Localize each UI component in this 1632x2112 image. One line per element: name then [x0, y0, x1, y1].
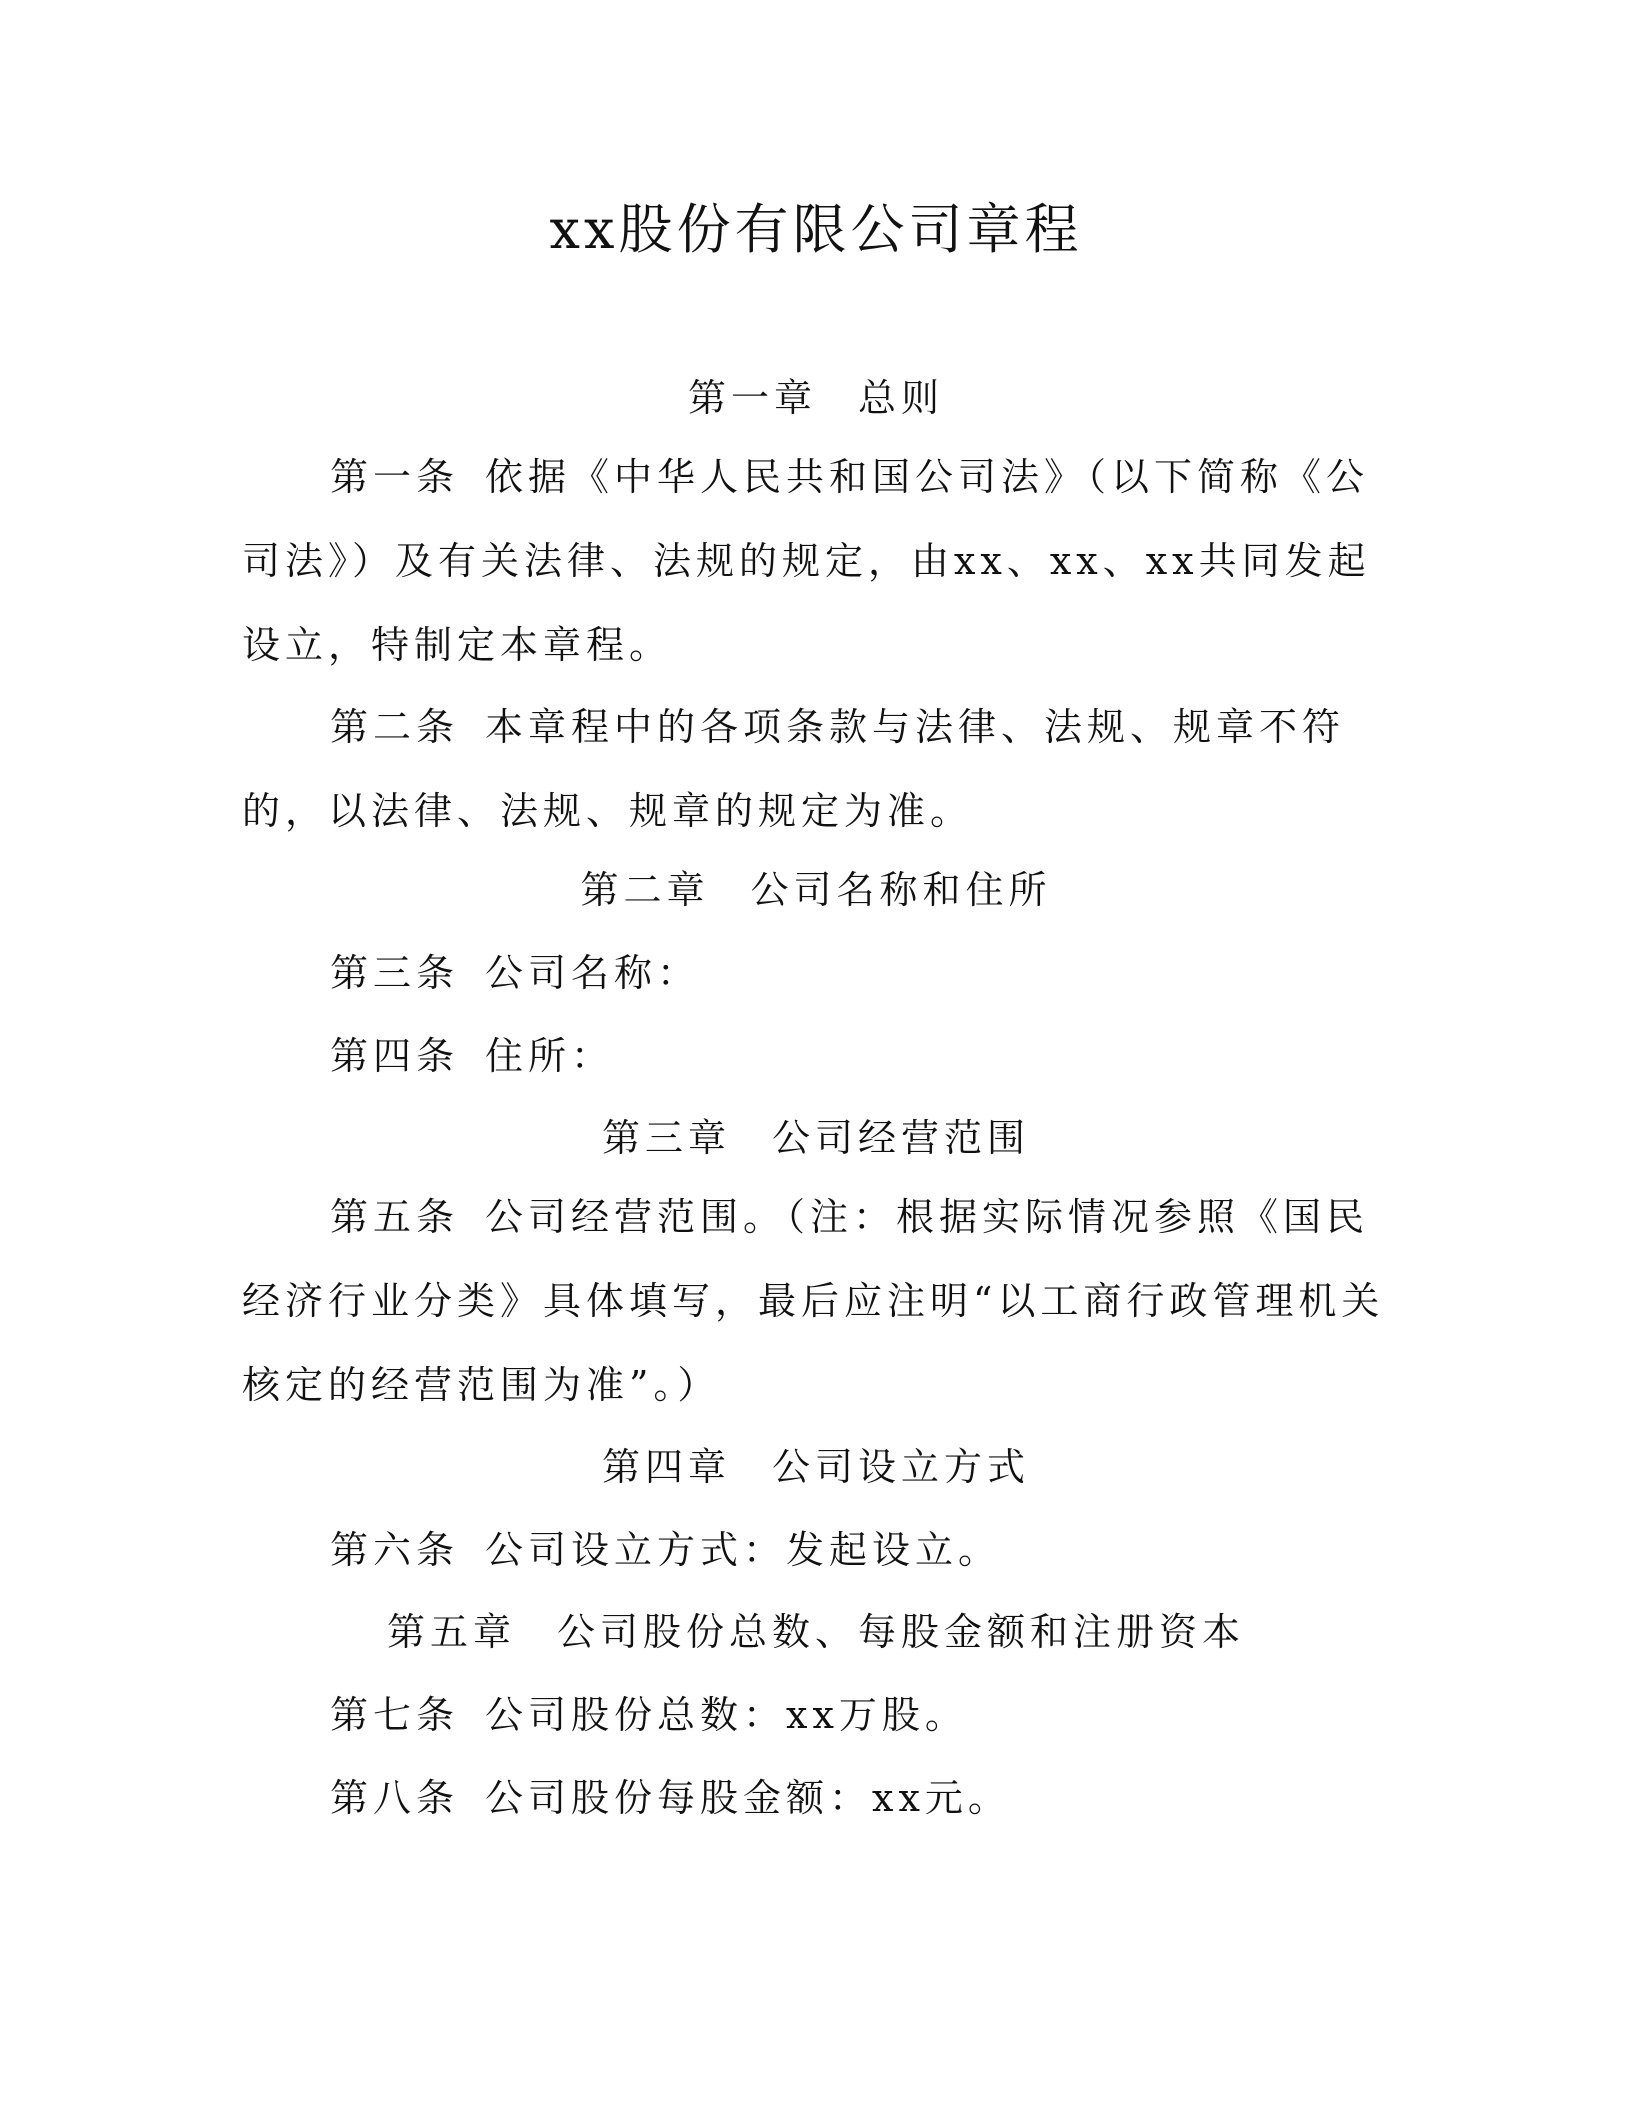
chapter-label: 第三章: [601, 1116, 731, 1160]
article-label: 第三条: [330, 951, 460, 995]
article-label: 第七条: [330, 1693, 460, 1737]
article: [242, 685, 1392, 853]
article-label: 第四条: [330, 1034, 460, 1078]
chapter-heading: [0, 1437, 1632, 1497]
article-text: 公司股份每股金额：xx元。: [485, 1776, 1011, 1820]
article-label: 第一条: [330, 455, 460, 499]
chapter-label: 第一章: [687, 376, 817, 420]
chapter-label: 第五章: [386, 1610, 516, 1654]
document-title: xx股份有限公司章程: [549, 198, 1083, 261]
article: [242, 435, 1392, 687]
article: [330, 1520, 1001, 1580]
article-text: 住所：: [485, 1034, 615, 1078]
chapter-label: 第四章: [601, 1445, 731, 1489]
chapter-heading: [0, 1108, 1632, 1168]
chapter-name: 公司经营范围: [772, 1116, 1031, 1160]
chapter-name: 总则: [858, 376, 945, 420]
article-label: 第六条: [330, 1528, 460, 1572]
article-label: 第八条: [330, 1776, 460, 1820]
chapter-heading: [0, 368, 1632, 428]
chapter-heading: [0, 1602, 1632, 1662]
article: [330, 943, 700, 1003]
article: [330, 1026, 614, 1086]
article-text: 公司设立方式：发起设立。: [485, 1528, 1002, 1572]
chapter-name: 公司股份总数、每股金额和注册资本: [557, 1610, 1246, 1654]
chapter-heading: [0, 860, 1632, 920]
chapter-name: 公司设立方式: [772, 1445, 1031, 1489]
article-label: 第五条: [330, 1195, 460, 1239]
article-text: 公司股份总数：xx万股。: [485, 1693, 968, 1737]
chapter-name: 公司名称和住所: [750, 868, 1052, 912]
article-text: 公司名称：: [485, 951, 701, 995]
article: [330, 1685, 968, 1745]
article-label: 第二条: [330, 705, 460, 749]
article: [330, 1768, 1011, 1828]
article-text: 依据《中华人民共和国公司法》（以下简称《公司法》）及有关法律、法规的规定，由xx、xx、xx共同发起设立，特制定本章程。: [242, 455, 1371, 667]
chapter-label: 第二章: [580, 868, 710, 912]
article: [242, 1175, 1392, 1427]
article-text: 本章程中的各项条款与法律、法规、规章不符的，以法律、法规、规章的规定为准。: [242, 705, 1346, 833]
article-text: 公司经营范围。（注：根据实际情况参照《国民经济行业分类》具体填写，最后应注明“以工商行政管理机关核定的经营范围为准”。）: [242, 1195, 1385, 1407]
